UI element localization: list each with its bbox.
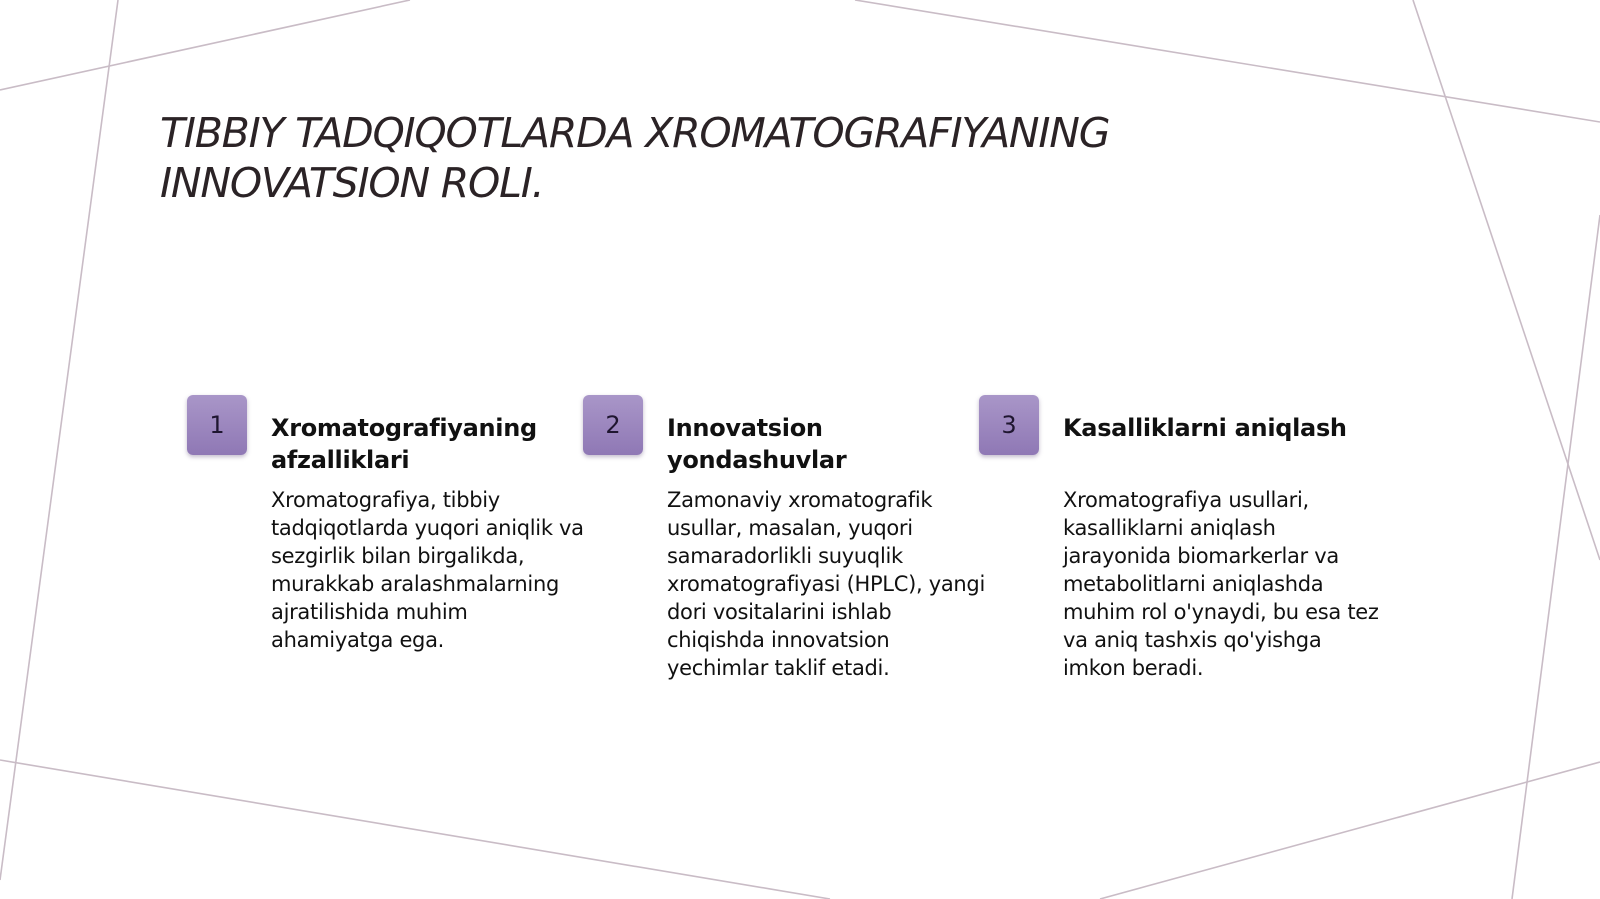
step-title: Innovatsion yondashuvlar (667, 414, 847, 474)
step-item-2 (583, 395, 985, 695)
step-item-1 (187, 395, 584, 695)
step-description: Xromatografiya, tibbiy tadqiqotlarda yuqori aniqlik va sezgirlik bilan birgalikda, murakkab aralashmalarning ajratilishida muhim ahamiyatga ega. (271, 488, 584, 652)
frame-line (855, 0, 1600, 122)
step-number-badge: 2 (583, 395, 643, 455)
step-description: Xromatografiya usullari, kasalliklarni aniqlash jarayonida biomarkerlar va metabolitlarni aniqlashda muhim rol o'ynaydi, bu esa tez va aniq tashxis qo'yishga imkon beradi. (1063, 488, 1379, 680)
slide-title: TIBBIY TADQIQOTLARDA XROMATOGRAFIYANING INNOVATSION ROLI. (160, 109, 1110, 207)
frame-line (1100, 762, 1600, 899)
frame-line (0, 0, 118, 880)
step-description: Zamonaviy xromatografik usullar, masalan, yuqori samaradorlikli suyuqlik xromatografiyasi (HPLC), yangi dori vositalarini ishlab chiqishda innovatsion yechimlar taklif etadi. (667, 488, 985, 680)
frame-line (1512, 215, 1600, 899)
step-title: Xromatografiyaning afzalliklari (271, 414, 537, 474)
frame-line (1413, 0, 1600, 560)
frame-line (0, 760, 830, 899)
step-number-badge: 1 (187, 395, 247, 455)
frame-line (0, 0, 410, 90)
step-number-badge: 3 (979, 395, 1039, 455)
step-title: Kasalliklarni aniqlash (1063, 414, 1347, 442)
step-item-3 (979, 395, 1379, 695)
